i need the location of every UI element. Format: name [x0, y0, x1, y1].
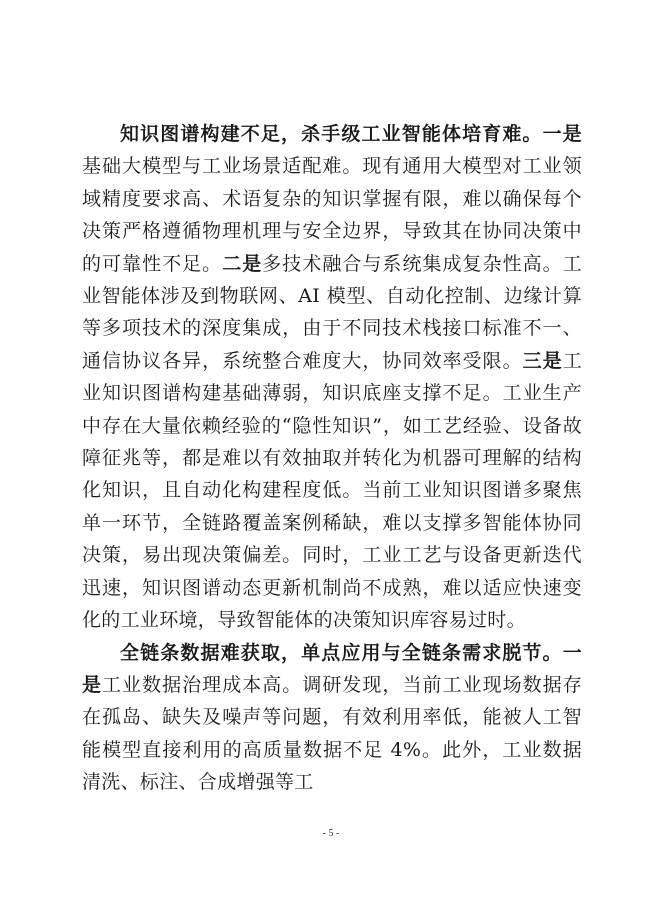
paragraph-text: 工业数据治理成本高。调研发现，当前工业现场数据存在孤岛、缺失及噪声等问题，有效利用率低，能被人工智能模型直接利用的高质量数据不足 4%。此外，工业数据清洗、标注、合成增强等工	[82, 673, 582, 794]
paragraph-heading: 知识图谱构建不足，杀手级工业智能体培育难。	[120, 123, 543, 145]
paragraph-heading: 全链条数据难获取，单点应用与全链条需求脱节。	[120, 641, 563, 664]
point-marker-one: 一是	[82, 641, 582, 696]
paragraph-data-chain	[82, 637, 582, 799]
paragraph-knowledge-graph	[82, 118, 582, 637]
point-marker-three: 三是	[522, 349, 563, 372]
paragraph-text: 多技术融合与系统集成复杂性高。工业智能体涉及到物联网、AI 模型、自动化控制、边缘计算等多项技术的深度集成，由于不同技术栈接口标准不一、通信协议各异，系统整合难度大，协同效率受限。	[82, 252, 582, 372]
paragraph-text: 工业知识图谱构建基础薄弱，知识底座支撑不足。工业生产中存在大量依赖经验的“隐性知识”，如工艺经验、设备故障征兆等，都是难以有效抽取并转化为机器可理解的结构化知识，且自动化构建程度低。当前工业知识图谱多聚焦单一环节，全链路覆盖案例稀缺，难以支撑多智能体协同决策，易出现决策偏差。同时，工业工艺与设备更新迭代迅速，知识图谱动态更新机制尚不成熟，难以适应快速变化的工业环境，导致智能体的决策知识库容易过时。	[82, 349, 582, 632]
point-marker-two: 二是	[222, 252, 263, 275]
point-marker-one: 一是	[542, 123, 582, 145]
document-body	[82, 118, 582, 799]
paragraph-text: 基础大模型与工业场景适配难。现有通用大模型对工业领域精度要求高、术语复杂的知识掌握有限，难以确保每个决策严格遵循物理机理与安全边界，导致其在协同决策中的可靠性不足。	[82, 155, 582, 275]
page-number: - 5 -	[322, 828, 340, 839]
